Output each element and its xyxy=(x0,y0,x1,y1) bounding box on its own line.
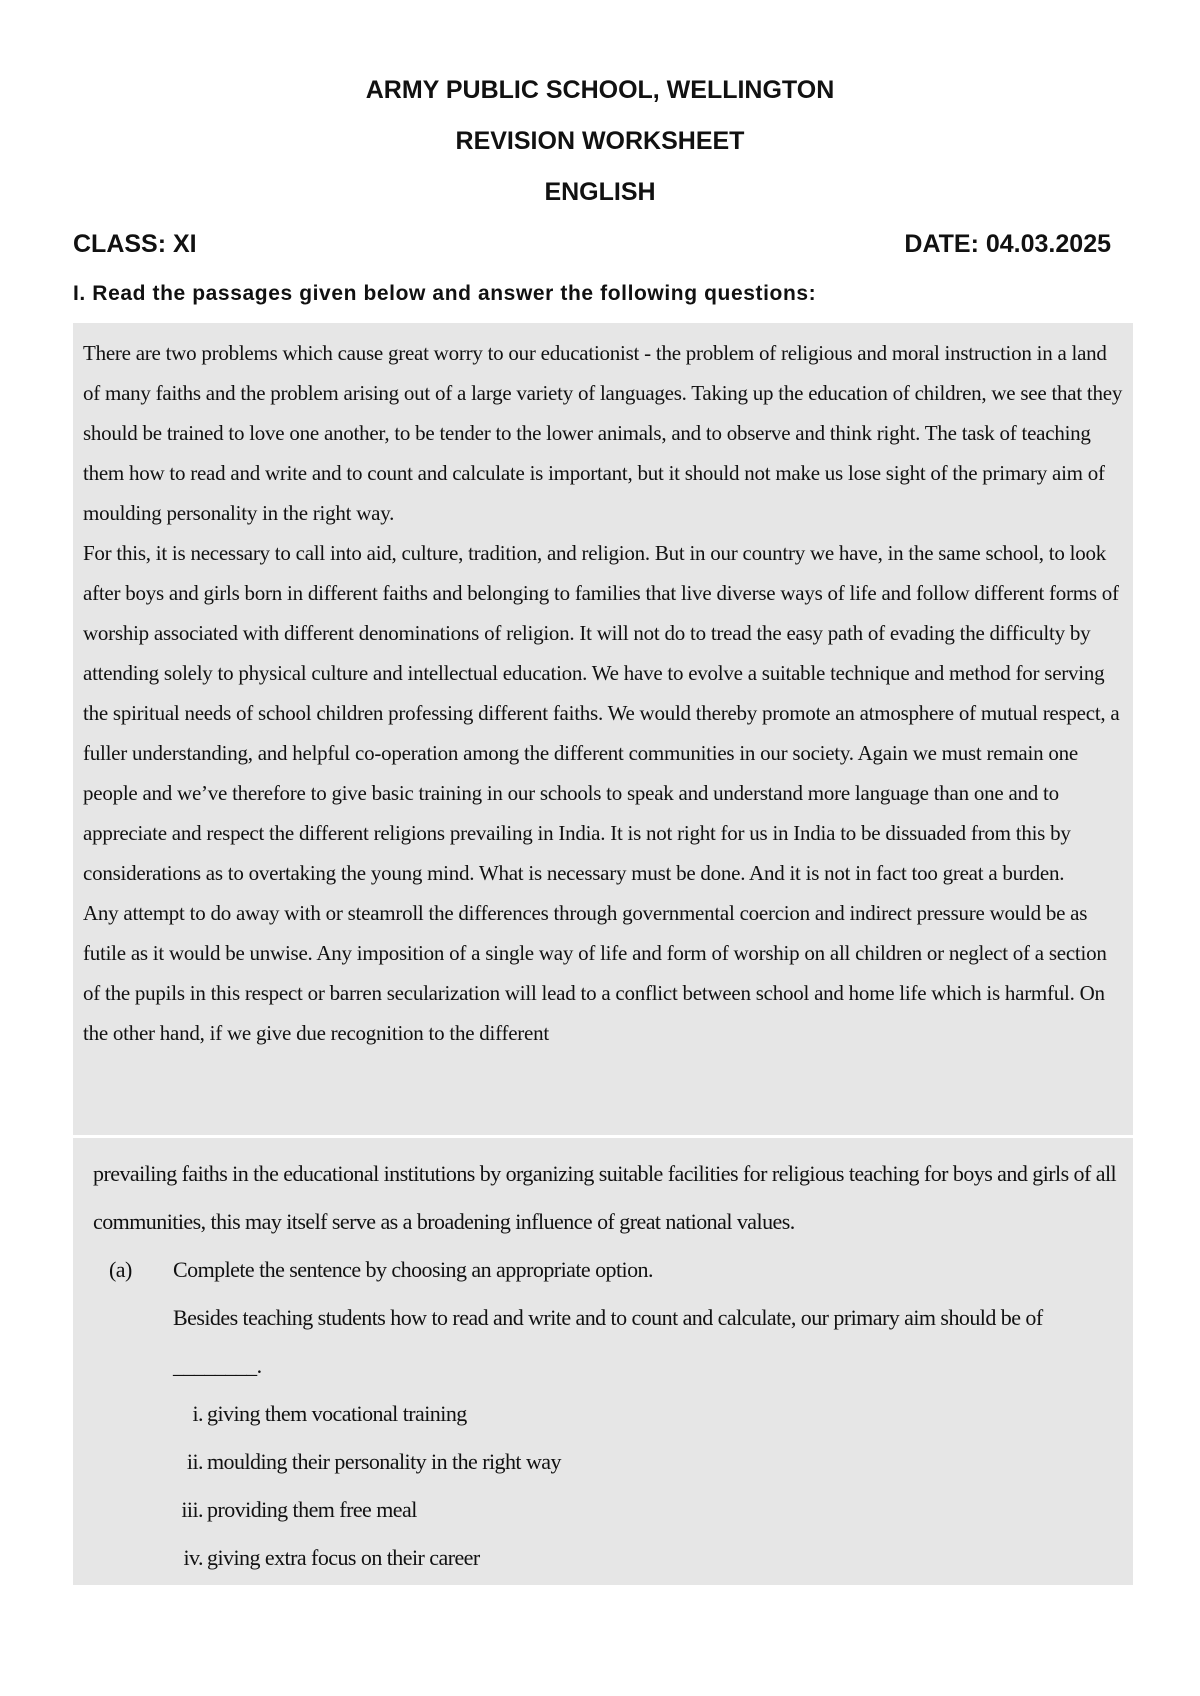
option-2-text: moulding their personality in the right way xyxy=(207,1449,561,1474)
worksheet-title: REVISION WORKSHEET xyxy=(455,127,745,155)
passage-paragraph-2: For this, it is necessary to call into aid, culture, tradition, and religion. But in our country we have, in the same school, to look after boys and girls born in different faiths and belonging to families that live diverse ways of life and follow different forms of worship associated with different denominations of religion. It will not do to tread the easy path of evading the difficulty by attending solely to physical culture and intellectual education. We have to evolve a suitable technique and method for serving the spiritual needs of school children professing different faiths. We would thereby promote an atmosphere of mutual respect, a fuller understanding, and helpful co-operation among the different communities in our society. Again we must remain one people and we’ve therefore to give basic training in our schools to speak and understand more language than one and to appreciate and respect the different religions prevailing in India. It is not right for us in India to be dissuaded from this by considerations as to overtaking the young mind. What is necessary must be done. And it is not in fact too great a burden. xyxy=(83,541,1120,885)
class-date-row xyxy=(73,229,1111,259)
question-box xyxy=(73,1138,1133,1585)
question-a-options xyxy=(173,1390,1123,1582)
passage-box xyxy=(73,323,1133,1135)
question-a-label: (a) xyxy=(109,1257,132,1282)
option-4 xyxy=(173,1534,1123,1582)
option-2 xyxy=(173,1438,1123,1486)
question-a-body xyxy=(173,1246,1123,1582)
option-3-text: providing them free meal xyxy=(207,1497,417,1522)
option-3-number: iii. xyxy=(181,1497,203,1522)
option-4-number: iv. xyxy=(183,1545,203,1570)
question-a-instruction: Complete the sentence by choosing an appropriate option. xyxy=(173,1257,653,1282)
option-4-text: giving extra focus on their career xyxy=(207,1545,480,1570)
school-title: ARMY PUBLIC SCHOOL, WELLINGTON xyxy=(365,76,835,104)
passage-paragraph-1: There are two problems which cause great worry to our educationist - the problem of religious and moral instruction in a land of many faiths and the problem arising out of a large variety of languages. Taking up the education of children, we see that they should be trained to love one another, to be tender to the lower animals, and to observe and think right. The task of teaching them how to read and write and to count and calculate is important, but it should not make us lose sight of the primary aim of moulding personality in the right way. xyxy=(83,341,1123,525)
option-2-number: ii. xyxy=(186,1449,203,1474)
option-1-text: giving them vocational training xyxy=(207,1401,467,1426)
section-instruction: I. Read the passages given below and answer the following questions: xyxy=(73,282,817,305)
question-a-stem: Besides teaching students how to read and write and to count and calculate, our primary aim should be of xyxy=(173,1305,1043,1330)
option-3 xyxy=(173,1486,1123,1534)
option-1-number: i. xyxy=(192,1401,203,1426)
date-label: DATE: 04.03.2025 xyxy=(904,230,1111,258)
class-label: CLASS: XI xyxy=(73,230,197,258)
option-1 xyxy=(173,1390,1123,1438)
question-a-blank: ________. xyxy=(173,1353,262,1378)
passage-continuation: prevailing faiths in the educational institutions by organizing suitable facilities for religious teaching for boys and girls of all communities, this may itself serve as a broadening influence of great national values. xyxy=(93,1161,1117,1234)
passage-paragraph-3: Any attempt to do away with or steamroll the differences through governmental coercion and indirect pressure would be as futile as it would be unwise. Any imposition of a single way of life and form of worship on all children or neglect of a section of the pupils in this respect or barren secularization will lead to a conflict between school and home life which is harmful. On the other hand, if we give due recognition to the different xyxy=(83,901,1107,1045)
subject-title: ENGLISH xyxy=(544,178,656,206)
question-a xyxy=(93,1246,1123,1582)
